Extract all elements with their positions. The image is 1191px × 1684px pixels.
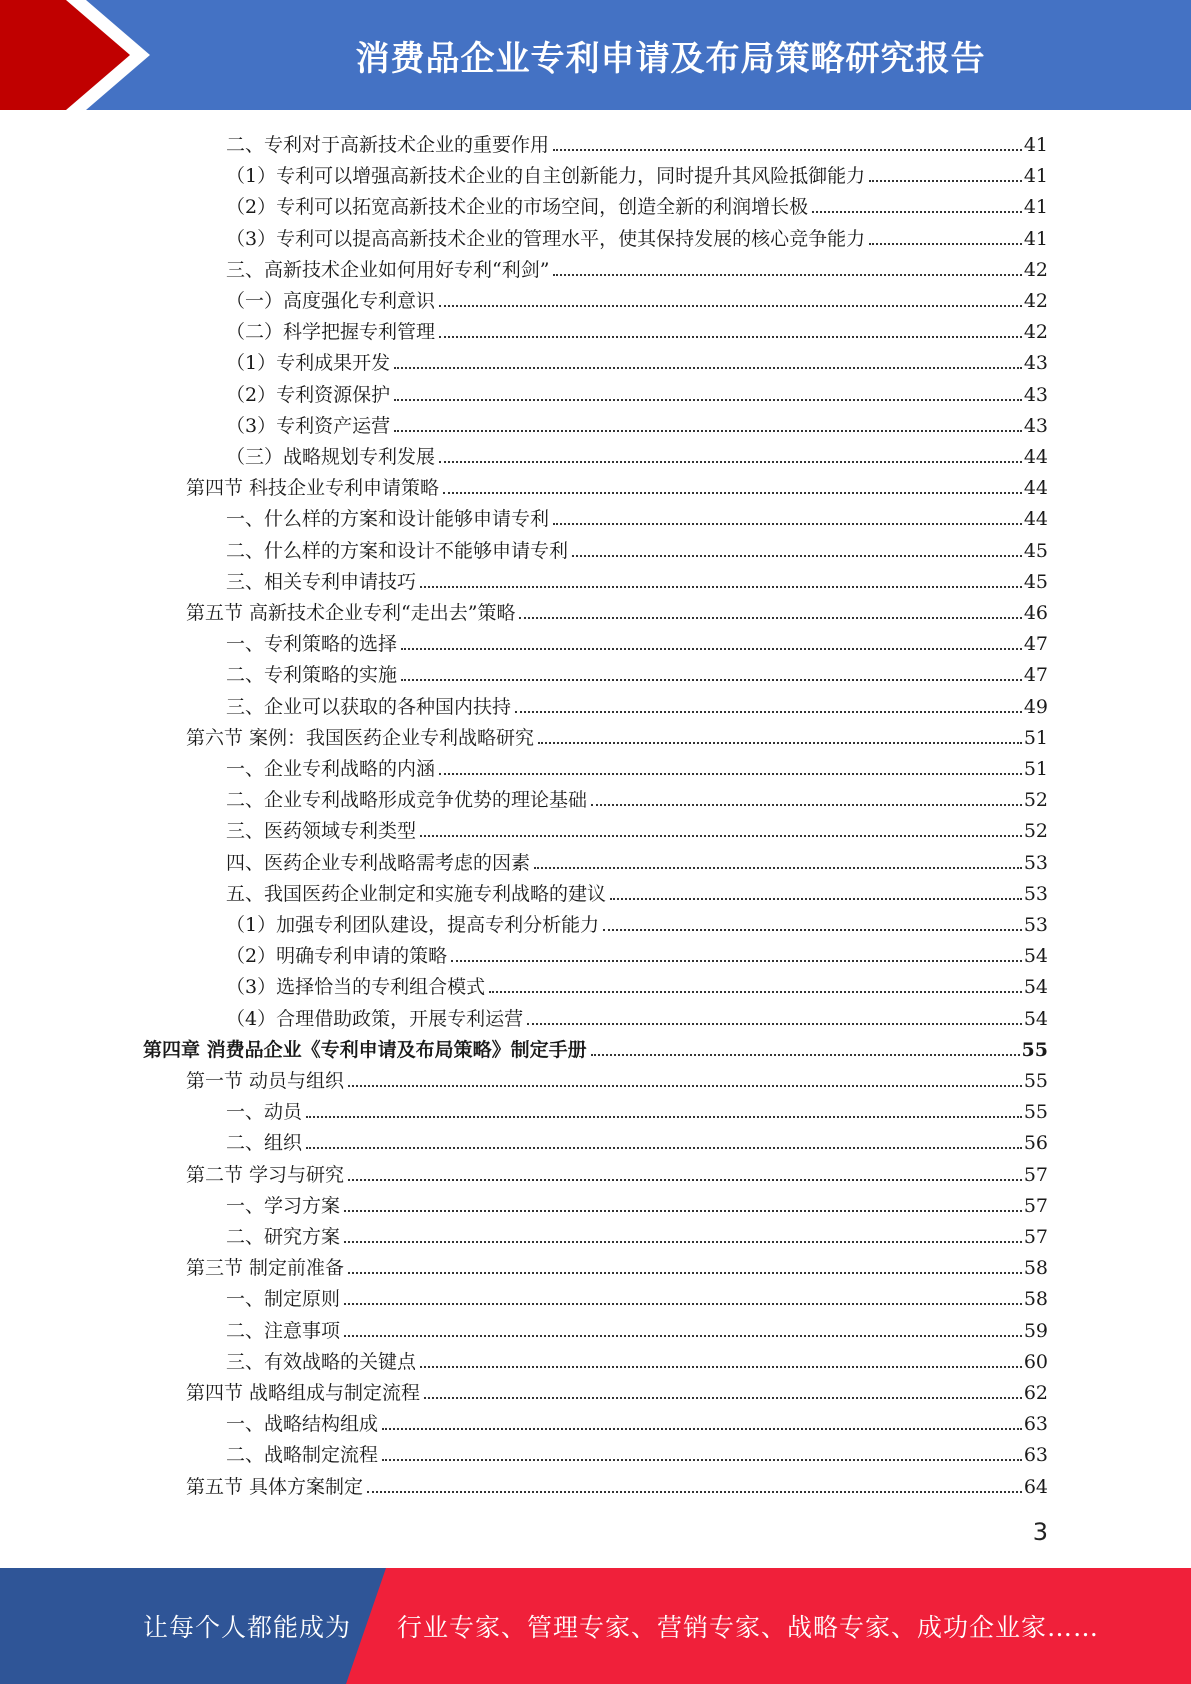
toc-entry-page: 52 — [1023, 789, 1048, 812]
toc-entry-page: 41 — [1023, 227, 1048, 250]
toc-entry-page: 58 — [1023, 1257, 1048, 1280]
toc-entry[interactable] — [226, 751, 1048, 782]
toc-dot-leader — [348, 1272, 1022, 1274]
toc-entry-page: 62 — [1023, 1382, 1048, 1404]
toc-dot-leader — [348, 1179, 1022, 1181]
toc-dot-leader — [451, 960, 1022, 962]
toc-entry-title: 三、高新技术企业如何用好专利“利剑” — [226, 258, 550, 281]
toc-dot-leader — [527, 1023, 1022, 1025]
toc-dot-leader — [534, 867, 1022, 869]
toc-entry-title: 二、企业专利战略形成竞争优势的理论基础 — [226, 789, 588, 812]
toc-dot-leader — [420, 1366, 1022, 1368]
toc-entry-page: 53 — [1023, 851, 1048, 874]
toc-entry[interactable] — [226, 657, 1048, 688]
toc-dot-leader — [382, 1459, 1022, 1461]
toc-entry-title: 三、医药领域专利类型 — [226, 820, 417, 843]
toc-dot-leader — [394, 399, 1022, 401]
toc-entry[interactable] — [226, 1344, 1048, 1375]
toc-entry-page: 46 — [1023, 602, 1048, 624]
toc-entry[interactable] — [226, 1406, 1048, 1437]
toc-entry[interactable] — [226, 876, 1048, 907]
toc-entry[interactable] — [226, 1437, 1048, 1468]
toc-entry-page: 42 — [1023, 290, 1048, 312]
toc-entry[interactable] — [226, 813, 1048, 844]
toc-entry[interactable] — [226, 1094, 1048, 1125]
toc-dot-leader — [603, 929, 1022, 931]
toc-entry-page: 49 — [1023, 695, 1048, 718]
toc-entry-title: 二、研究方案 — [226, 1226, 341, 1248]
toc-entry-page: 47 — [1023, 664, 1048, 687]
toc-entry[interactable] — [226, 1281, 1048, 1312]
toc-dot-leader — [439, 461, 1022, 463]
toc-entry-page: 54 — [1023, 945, 1048, 968]
toc-dot-leader — [401, 648, 1022, 650]
toc-entry[interactable] — [226, 845, 1048, 876]
toc-entry-title: 第一节 动员与组织 — [186, 1070, 345, 1092]
toc-entry-title: 四、医药企业专利战略需考虑的因素 — [226, 851, 531, 874]
toc-entry[interactable] — [226, 314, 1048, 345]
toc-entry[interactable] — [226, 283, 1048, 314]
toc-entry[interactable] — [143, 1032, 1048, 1063]
toc-entry-page: 55 — [1023, 1070, 1048, 1092]
toc-entry[interactable] — [226, 158, 1048, 189]
toc-dot-leader — [367, 1491, 1022, 1493]
toc-entry-page: 59 — [1023, 1319, 1048, 1342]
toc-entry-title: 一、什么样的方案和设计能够申请专利 — [226, 508, 550, 531]
toc-dot-leader — [439, 336, 1022, 338]
red-chevron-icon — [0, 0, 150, 110]
toc-entry-title: 二、战略制定流程 — [226, 1444, 379, 1467]
toc-entry-page: 64 — [1023, 1475, 1048, 1498]
toc-entry-title: （3）专利可以提高高新技术企业的管理水平，使其保持发展的核心竞争能力 — [226, 227, 866, 250]
toc-entry-page: 52 — [1023, 820, 1048, 843]
toc-entry-page: 45 — [1023, 570, 1048, 593]
toc-dot-leader — [394, 367, 1022, 369]
toc-entry[interactable] — [186, 1469, 1048, 1500]
toc-entry-title: （2）专利可以拓宽高新技术企业的市场空间，创造全新的利润增长极 — [226, 196, 809, 219]
toc-entry[interactable] — [226, 1188, 1048, 1219]
toc-entry-title: 二、什么样的方案和设计不能够申请专利 — [226, 539, 569, 562]
toc-entry-title: （2）明确专利申请的策略 — [226, 945, 448, 968]
toc-entry-title: 第四章 消费品企业《专利申请及布局策略》制定手册 — [143, 1038, 587, 1061]
toc-entry[interactable] — [226, 127, 1048, 158]
toc-entry-page: 42 — [1023, 258, 1048, 281]
toc-entry[interactable] — [226, 938, 1048, 969]
toc-dot-leader — [344, 1303, 1022, 1305]
toc-dot-leader — [869, 243, 1022, 245]
toc-entry[interactable] — [226, 689, 1048, 720]
toc-entry[interactable] — [226, 501, 1048, 532]
toc-entry[interactable] — [226, 1313, 1048, 1344]
toc-dot-leader — [306, 1147, 1022, 1149]
toc-entry-title: 二、组织 — [226, 1132, 303, 1155]
toc-dot-leader — [344, 1335, 1022, 1337]
footer-slogan-right: 行业专家、管理专家、营销专家、战略专家、成功企业家…… — [397, 1613, 1100, 1642]
toc-entry-page: 43 — [1023, 383, 1048, 406]
toc-entry-title: 一、企业专利战略的内涵 — [226, 758, 436, 780]
toc-entry-title: 三、有效战略的关键点 — [226, 1350, 417, 1373]
toc-entry-page: 51 — [1023, 758, 1048, 780]
toc-entry[interactable] — [226, 1219, 1048, 1250]
toc-entry-page: 58 — [1023, 1288, 1048, 1311]
toc-dot-leader — [420, 835, 1022, 837]
toc-entry-title: 第六节 案例：我国医药企业专利战略研究 — [186, 726, 535, 749]
toc-entry-page: 57 — [1023, 1226, 1048, 1248]
toc-entry-page: 55 — [1021, 1038, 1048, 1061]
toc-entry-page: 41 — [1023, 196, 1048, 219]
toc-entry-title: 第五节 具体方案制定 — [186, 1475, 364, 1498]
toc-entry[interactable] — [226, 533, 1048, 564]
toc-dot-leader — [591, 804, 1022, 806]
toc-entry-title: 第五节 高新技术企业专利“走出去”策略 — [186, 602, 516, 624]
toc-entry[interactable] — [226, 345, 1048, 376]
toc-entry[interactable] — [226, 377, 1048, 408]
toc-entry-page: 47 — [1023, 633, 1048, 656]
toc-entry-title: （3）专利资产运营 — [226, 414, 391, 437]
toc-dot-leader — [382, 1428, 1022, 1430]
toc-entry-title: 一、学习方案 — [226, 1194, 341, 1217]
toc-entry[interactable] — [186, 1250, 1048, 1281]
toc-entry[interactable] — [226, 1125, 1048, 1156]
toc-dot-leader — [553, 274, 1021, 276]
toc-dot-leader — [610, 898, 1022, 900]
toc-entry[interactable] — [226, 782, 1048, 813]
toc-dot-leader — [812, 211, 1022, 213]
toc-entry-title: （4）合理借助政策，开展专利运营 — [226, 1007, 524, 1030]
page-header — [0, 0, 1191, 110]
toc-entry-title: 第四节 战略组成与制定流程 — [186, 1382, 421, 1404]
toc-dot-leader — [394, 430, 1022, 432]
toc-entry-page: 63 — [1023, 1413, 1048, 1436]
toc-entry-title: 一、动员 — [226, 1101, 303, 1124]
toc-dot-leader — [424, 1397, 1022, 1399]
toc-entry-page: 60 — [1023, 1350, 1048, 1373]
toc-entry-title: 三、企业可以获取的各种国内扶持 — [226, 695, 512, 718]
toc-entry-page: 51 — [1023, 726, 1048, 749]
page-number: 3 — [1032, 1518, 1048, 1546]
toc-entry-title: 三、相关专利申请技巧 — [226, 570, 417, 593]
toc-entry-page: 45 — [1023, 539, 1048, 562]
toc-entry-title: （3）选择恰当的专利组合模式 — [226, 976, 486, 999]
toc-dot-leader — [439, 305, 1022, 307]
toc-dot-leader — [439, 773, 1022, 775]
toc-entry-title: （1）加强专利团队建设，提高专利分析能力 — [226, 914, 600, 936]
toc-dot-leader — [348, 1085, 1022, 1087]
toc-entry-page: 56 — [1023, 1132, 1048, 1155]
toc-entry[interactable] — [186, 595, 1048, 626]
toc-entry-title: （1）专利成果开发 — [226, 352, 391, 375]
toc-entry-page: 63 — [1023, 1444, 1048, 1467]
toc-dot-leader — [344, 1241, 1022, 1243]
toc-entry[interactable] — [226, 189, 1048, 220]
toc-entry-page: 44 — [1023, 446, 1048, 468]
toc-entry[interactable] — [226, 221, 1048, 252]
toc-entry[interactable] — [186, 720, 1048, 751]
toc-entry-title: 二、专利对于高新技术企业的重要作用 — [226, 134, 550, 156]
toc-entry-title: 一、战略结构组成 — [226, 1413, 379, 1436]
toc-entry-title: 第三节 制定前准备 — [186, 1257, 345, 1280]
toc-entry-title: 一、制定原则 — [226, 1288, 341, 1311]
toc-entry-page: 55 — [1023, 1101, 1048, 1124]
toc-entry[interactable] — [226, 564, 1048, 595]
toc-dot-leader — [306, 1116, 1022, 1118]
toc-entry-page: 44 — [1023, 508, 1048, 531]
toc-entry-title: （二）科学把握专利管理 — [226, 321, 436, 344]
toc-entry[interactable] — [226, 969, 1048, 1000]
toc-entry[interactable] — [226, 252, 1048, 283]
toc-entry-page: 53 — [1023, 882, 1048, 905]
toc-entry-page: 43 — [1023, 352, 1048, 375]
report-title: 消费品企业专利申请及布局策略研究报告 — [355, 38, 986, 79]
toc-dot-leader — [553, 149, 1022, 151]
toc-entry-title: （一）高度强化专利意识 — [226, 290, 436, 312]
toc-dot-leader — [420, 586, 1022, 588]
toc-entry-page: 42 — [1023, 321, 1048, 344]
toc-entry[interactable] — [226, 439, 1048, 470]
toc-entry-page: 44 — [1023, 477, 1048, 500]
toc-entry-title: 一、专利策略的选择 — [226, 633, 398, 656]
toc-entry[interactable] — [226, 408, 1048, 439]
toc-dot-leader — [553, 523, 1022, 525]
toc-entry-title: 二、注意事项 — [226, 1319, 341, 1342]
toc-entry-title: 第四节 科技企业专利申请策略 — [186, 477, 440, 500]
toc-entry-title: 五、我国医药企业制定和实施专利战略的建议 — [226, 882, 607, 905]
toc-entry-page: 41 — [1023, 134, 1048, 156]
toc-entry-page: 57 — [1023, 1194, 1048, 1217]
toc-entry-page: 54 — [1023, 1007, 1048, 1030]
toc-dot-leader — [515, 711, 1022, 713]
toc-dot-leader — [344, 1210, 1022, 1212]
toc-entry[interactable] — [226, 907, 1048, 938]
toc-entry[interactable] — [186, 470, 1048, 501]
toc-entry[interactable] — [186, 1375, 1048, 1406]
toc-dot-leader — [572, 555, 1022, 557]
toc-entry-page: 43 — [1023, 414, 1048, 437]
toc-entry-title: （1）专利可以增强高新技术企业的自主创新能力，同时提升其风险抵御能力 — [226, 165, 866, 188]
toc-entry-title: （三）战略规划专利发展 — [226, 446, 436, 468]
toc-entry[interactable] — [226, 1001, 1048, 1032]
toc-dot-leader — [443, 492, 1022, 494]
toc-entry-title: 二、专利策略的实施 — [226, 664, 398, 687]
toc-dot-leader — [869, 180, 1022, 182]
toc-dot-leader — [591, 1054, 1020, 1056]
toc-entry-title: 第二节 学习与研究 — [186, 1163, 345, 1186]
toc-dot-leader — [489, 991, 1022, 993]
toc-entry[interactable] — [226, 626, 1048, 657]
toc-entry[interactable] — [186, 1063, 1048, 1094]
page-footer — [0, 1568, 1191, 1684]
toc-entry-page: 54 — [1023, 976, 1048, 999]
toc-dot-leader — [401, 679, 1022, 681]
toc-entry-title: （2）专利资源保护 — [226, 383, 391, 406]
toc-entry-page: 53 — [1023, 914, 1048, 936]
toc-entry[interactable] — [186, 1157, 1048, 1188]
toc-entry-page: 41 — [1023, 165, 1048, 188]
toc-entry-page: 57 — [1023, 1163, 1048, 1186]
toc-dot-leader — [538, 742, 1022, 744]
footer-slogan-left: 让每个人都能成为 — [143, 1613, 352, 1642]
toc-dot-leader — [519, 617, 1021, 619]
